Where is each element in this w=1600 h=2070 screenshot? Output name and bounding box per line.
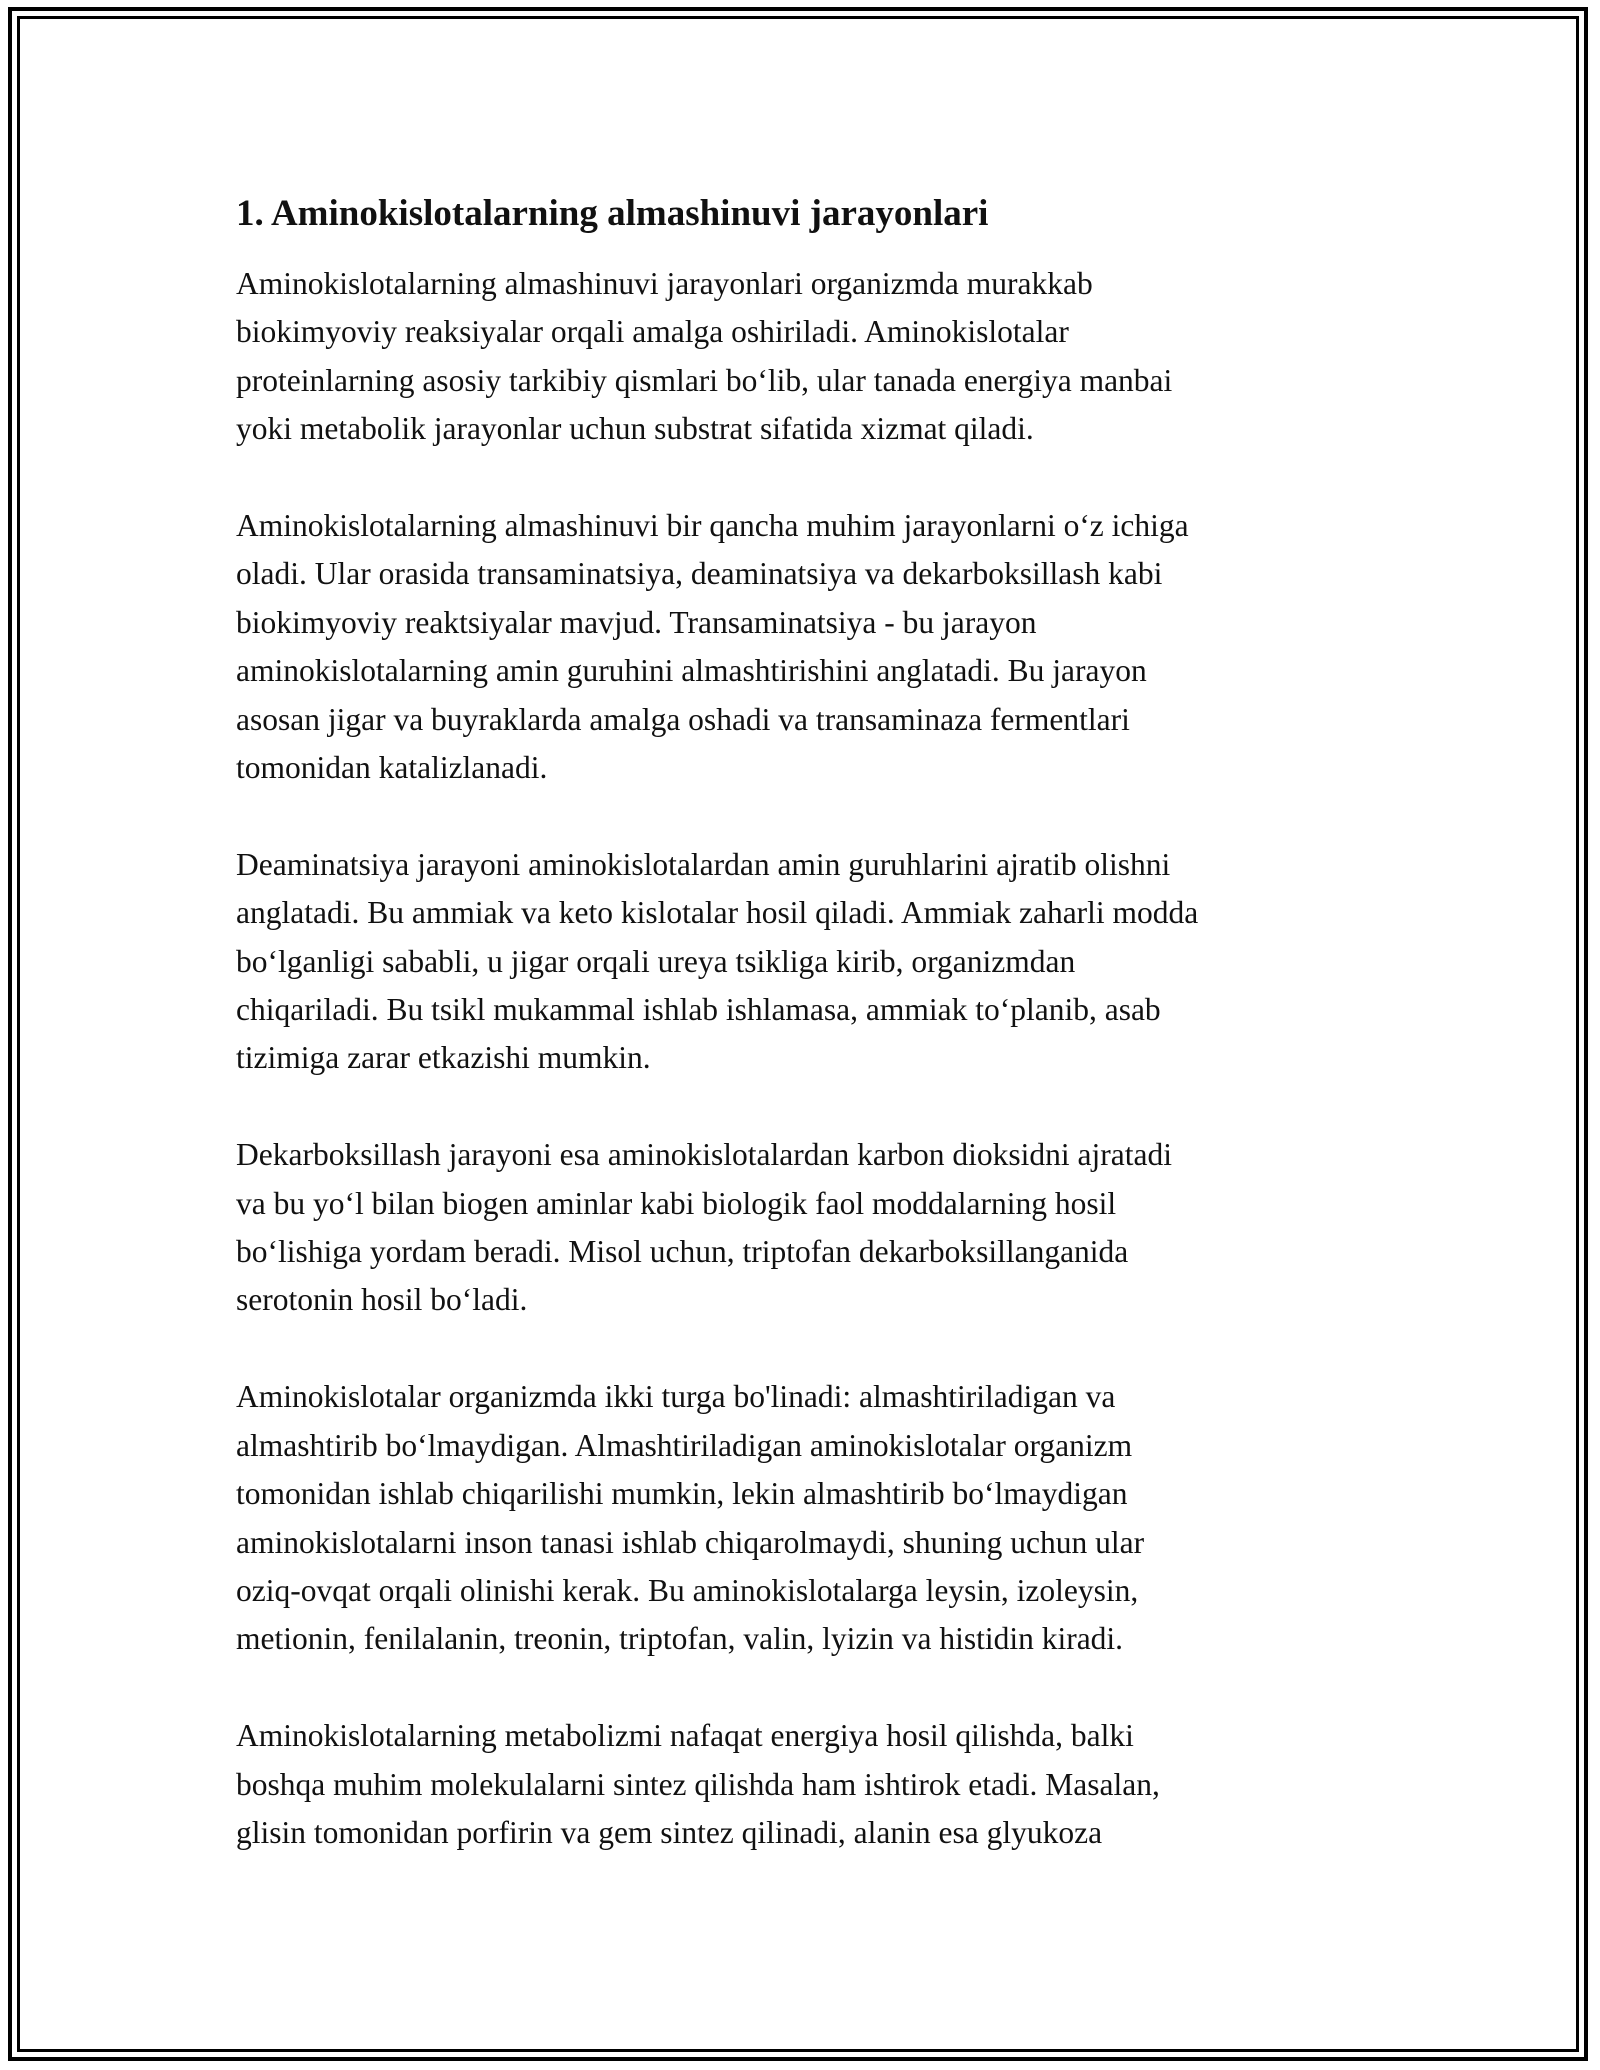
body-paragraph	[236, 841, 1376, 1083]
paragraph-line: bo‘lishiga yordam beradi. Misol uchun, triptofan dekarboksillanganida	[236, 1234, 1129, 1270]
paragraph-line: chiqariladi. Bu tsikl mukammal ishlab ishlamasa, ammiak to‘planib, asab	[236, 992, 1161, 1028]
paragraph-line: oziq-ovqat orqali olinishi kerak. Bu aminokislotalarga leysin, izoleysin,	[236, 1572, 1139, 1608]
paragraph-line: proteinlarning asosiy tarkibiy qismlari bo‘lib, ular tanada energiya manbai	[236, 362, 1173, 398]
paragraph-line: glisin tomonidan porfirin va gem sintez qilinadi, alanin esa glyukoza	[236, 1814, 1103, 1850]
paragraph-line: Aminokislotalarning almashinuvi jarayonlari organizmda murakkab	[236, 266, 1093, 301]
paragraph-line: bo‘lganligi sababli, u jigar orqali ureya tsikliga kirib, organizmdan	[236, 943, 1076, 979]
paragraph-line: oladi. Ular orasida transaminatsiya, deaminatsiya va dekarboksillash kabi	[236, 556, 1163, 592]
paragraph-line: almashtirib bo‘lmaydigan. Almashtiriladigan aminokislotalar organizm	[236, 1427, 1133, 1463]
paragraph-line: tomonidan ishlab chiqarilishi mumkin, lekin almashtirib bo‘lmaydigan	[236, 1476, 1128, 1512]
paragraph-line: Dekarboksillash jarayoni esa aminokislotalardan karbon dioksidni ajratadi	[236, 1137, 1172, 1173]
paragraph-list	[236, 260, 1376, 1857]
paragraph-line: yoki metabolik jarayonlar uchun substrat sifatida xizmat qiladi.	[236, 411, 1034, 447]
paragraph-line: aminokislotalarning amin guruhini almashtirishini anglatadi. Bu jarayon	[236, 653, 1147, 689]
paragraph-line: tizimiga zarar etkazishi mumkin.	[236, 1040, 651, 1076]
paragraph-line: anglatadi. Bu ammiak va keto kislotalar hosil qiladi. Ammiak zaharli modda	[236, 895, 1199, 931]
paragraph-line: metionin, fenilalanin, treonin, triptofan, valin, lyizin va histidin kiradi.	[236, 1621, 1124, 1657]
paragraph-line: Deaminatsiya jarayoni aminokislotalardan amin guruhlarini ajratib olishni	[236, 846, 1171, 882]
paragraph-line: aminokislotalarni inson tanasi ishlab chiqarolmaydi, shuning uchun ular	[236, 1524, 1145, 1560]
section-heading: 1. Aminokislotalarning almashinuvi jarayonlari	[236, 193, 989, 234]
paragraph-line: Aminokislotalarning almashinuvi bir qancha muhim jarayonlarni o‘z ichiga	[236, 508, 1189, 544]
paragraph-line: biokimyoviy reaktsiyalar mavjud. Transaminatsiya - bu jarayon	[236, 604, 1037, 640]
paragraph-line: Aminokislotalar organizmda ikki turga bo'linadi: almashtiriladigan va	[236, 1379, 1116, 1415]
body-paragraph	[236, 1131, 1376, 1325]
body-paragraph	[236, 502, 1376, 792]
paragraph-line: va bu yo‘l bilan biogen aminlar kabi biologik faol moddalarning hosil	[236, 1185, 1117, 1221]
body-paragraph	[236, 1712, 1376, 1857]
paragraph-line: tomonidan katalizlanadi.	[236, 750, 548, 786]
paragraph-line: asosan jigar va buyraklarda amalga oshadi va transaminaza fermentlari	[236, 701, 1130, 737]
paragraph-line: Aminokislotalarning metabolizmi nafaqat energiya hosil qilishda, balki	[236, 1718, 1134, 1754]
paragraph-line: serotonin hosil bo‘ladi.	[236, 1282, 528, 1318]
paragraph-line: biokimyoviy reaksiyalar orqali amalga oshiriladi. Aminokislotalar	[236, 314, 1069, 350]
paragraph-line: boshqa muhim molekulalarni sintez qilishda ham ishtirok etadi. Masalan,	[236, 1766, 1160, 1802]
document-body	[236, 190, 1376, 1906]
body-paragraph	[236, 260, 1376, 454]
body-paragraph	[236, 1373, 1376, 1663]
